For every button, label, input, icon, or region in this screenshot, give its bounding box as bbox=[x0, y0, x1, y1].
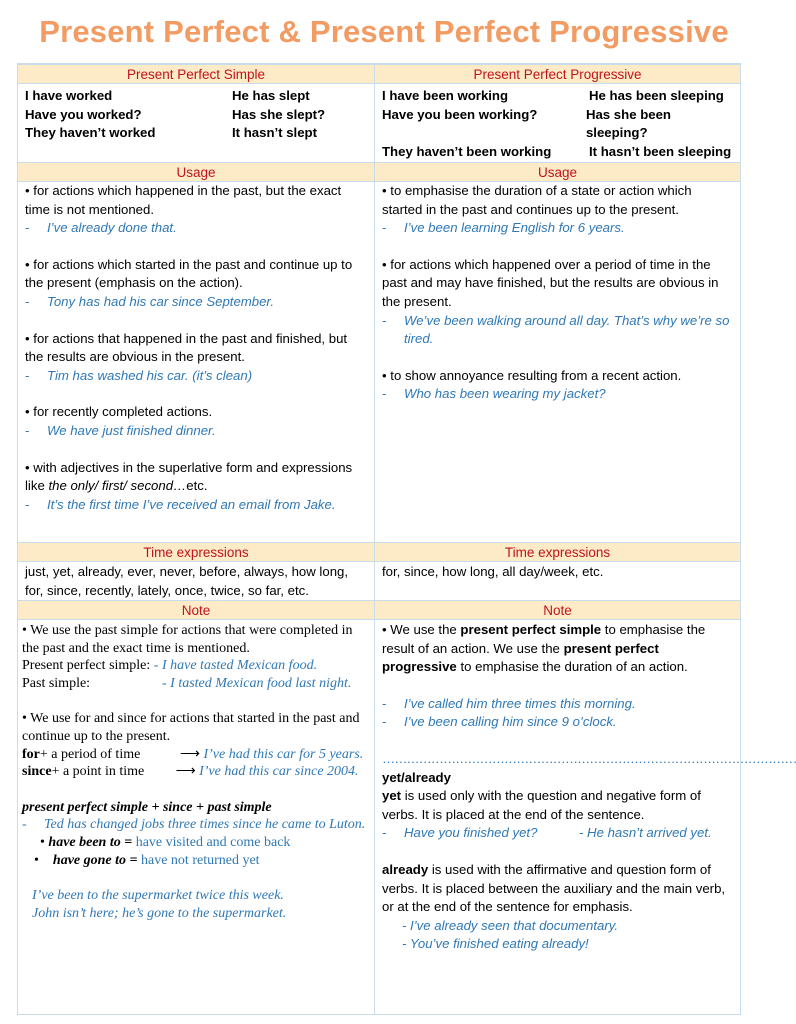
note-example: John isn’t here; he’s gone to the supermarket. bbox=[32, 905, 287, 921]
usage-example: - I’ve already done that. bbox=[25, 220, 177, 236]
already-rule: already is used with the affirmative and question form of verbs. It is placed between the auxiliary and the main verb, or at the end of the sentence for emphasis. bbox=[382, 861, 726, 915]
header-present-perfect-simple: Present Perfect Simple bbox=[18, 64, 374, 84]
usage-rule: • for actions that happened in the past and finished, but the results are obvious in the present. bbox=[25, 330, 348, 365]
note-simple bbox=[22, 622, 367, 922]
usage-rule: • for actions which happened in the past, but the exact time is not mentioned. bbox=[25, 183, 342, 217]
usage-rule: • to emphasise the duration of a state or action which started in the past and continues up to the present. bbox=[382, 183, 692, 217]
usage-example: - I’ve been learning English for 6 years. bbox=[382, 220, 625, 236]
progressive-forms bbox=[382, 87, 734, 161]
note-example: - Have you finished yet? - He hasn’t arrived yet. bbox=[382, 825, 712, 841]
note-paragraph: • We use the past simple for actions that were completed in the past and the exact time is mentioned. bbox=[22, 623, 353, 656]
usage-rule: • to show annoyance resulting from a recent action. bbox=[382, 367, 682, 383]
note-example: Past simple: - I tasted Mexican food last night. bbox=[22, 675, 352, 691]
note-example: - Ted has changed jobs three times since he came to Luton. bbox=[22, 817, 366, 833]
note-example: • have gone to = have not returned yet bbox=[34, 852, 260, 868]
header-note-simple: Note bbox=[18, 600, 374, 620]
note-progressive bbox=[382, 621, 796, 954]
note-example: - I’ve been calling him since 9 o’clock. bbox=[382, 714, 617, 730]
header-usage-simple: Usage bbox=[18, 162, 374, 182]
form-row: Have you been working? Has she been sleeping? bbox=[382, 106, 671, 141]
column-divider bbox=[374, 64, 375, 1014]
form-row: They haven’t worked It hasn’t slept bbox=[25, 125, 317, 141]
usage-example: - It’s the first time I’ve received an email from Jake. bbox=[25, 496, 336, 512]
note-example: • have been to = have visited and come back bbox=[40, 834, 291, 850]
header-time-simple: Time expressions bbox=[18, 542, 374, 562]
yet-rule: yet is used only with the question and negative form of verbs. It is placed at the end of the sentence. bbox=[382, 788, 701, 822]
form-row: I have been working He has been sleeping bbox=[382, 88, 724, 103]
form-row: Have you worked? Has she slept? bbox=[25, 106, 326, 122]
usage-example: - We have just finished dinner. bbox=[25, 422, 216, 438]
header-note-progressive: Note bbox=[375, 600, 740, 620]
time-expressions-simple: just, yet, already, ever, never, before, always, how long, for, since, recently, lately, once, twice, so far, etc. bbox=[25, 564, 349, 598]
grammar-table bbox=[17, 63, 796, 1015]
note-formula: present perfect simple + since + past simple bbox=[22, 799, 272, 815]
yet-already-title: yet/already bbox=[382, 769, 451, 785]
page-title: Present Perfect & Present Perfect Progressive bbox=[39, 14, 729, 49]
usage-rule: • for actions which happened over a period of time in the past and may have finished, but the results are obvious in the present. bbox=[382, 256, 719, 309]
usage-rule: • with adjectives in the superlative form and expressions like the only/ first/ second…etc. bbox=[25, 459, 353, 494]
usage-example: - Tim has washed his car. (it’s clean) bbox=[25, 367, 253, 383]
note-paragraph: • We use the present perfect simple to emphasise the result of an action. We use the present perfect progressive to emphasise the duration of an action. bbox=[382, 622, 706, 675]
note-example: Present perfect simple: - I have tasted Mexican food. bbox=[22, 658, 318, 674]
note-example: - You’ve finished eating already! bbox=[402, 936, 589, 952]
note-example: since+ a point in time ⟶ I’ve had this car since 2004. bbox=[22, 764, 359, 780]
dotted-separator: ………………………………………………………………………………………… bbox=[382, 750, 796, 766]
usage-example: - Tony has had his car since September. bbox=[25, 293, 274, 309]
form-row: They haven’t been working It hasn’t been sleeping bbox=[382, 143, 732, 159]
header-present-perfect-progressive: Present Perfect Progressive bbox=[375, 64, 740, 84]
usage-progressive bbox=[382, 182, 734, 404]
note-example: - I’ve already seen that documentary. bbox=[402, 917, 618, 933]
usage-example: - Who has been wearing my jacket? bbox=[382, 386, 606, 402]
note-example: - I’ve called him three times this morning. bbox=[382, 695, 636, 711]
simple-forms bbox=[25, 87, 365, 143]
usage-rule: • for actions which started in the past and continue up to the present (emphasis on the action). bbox=[25, 256, 353, 291]
usage-simple bbox=[25, 182, 365, 514]
form-row: I have worked He has slept bbox=[25, 88, 310, 103]
usage-rule: • for recently completed actions. bbox=[25, 404, 213, 420]
header-usage-progressive: Usage bbox=[375, 162, 740, 182]
usage-example: - We’ve been walking around all day. That’s why we’re so tired. bbox=[382, 312, 730, 347]
note-example: I’ve been to the supermarket twice this week. bbox=[32, 888, 284, 904]
note-example: for+ a period of time ⟶ I’ve had this car for 5 years. bbox=[22, 746, 364, 762]
header-time-progressive: Time expressions bbox=[375, 542, 740, 562]
note-paragraph: • We use for and since for actions that started in the past and continue up to the present. bbox=[22, 711, 360, 744]
time-expressions-progressive: for, since, how long, all day/week, etc. bbox=[382, 564, 604, 579]
